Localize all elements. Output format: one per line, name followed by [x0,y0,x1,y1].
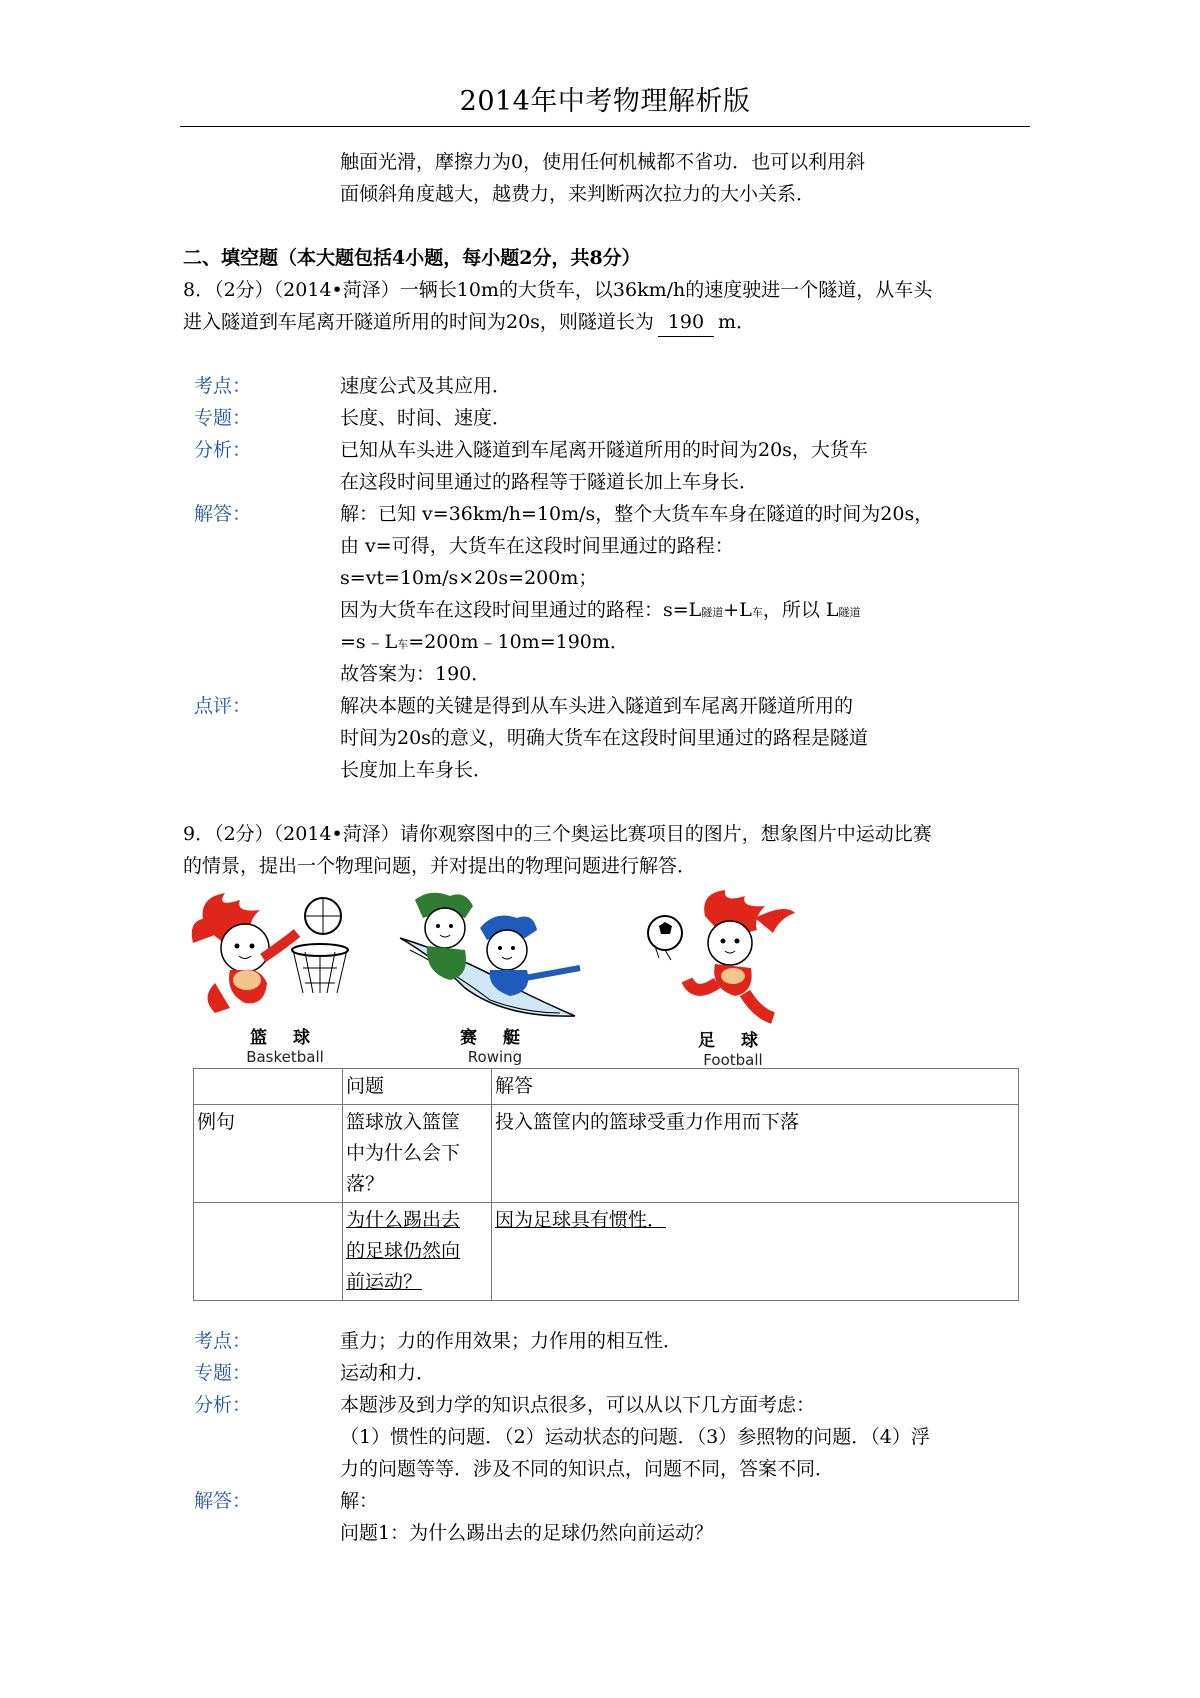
football-mascot-icon [645,888,805,1028]
q8-dianping-label: 点评： [194,695,252,717]
q8-dianping-line-1: 解决本题的关键是得到从车头进入隧道到车尾离开隧道所用的 [340,695,854,717]
qa-answer-row [194,1203,1019,1301]
qa-header-question: 问题 [343,1069,492,1105]
q8-kaodian-label: 考点： [194,375,252,397]
rowing-caption-cn: 赛 艇 [460,1028,530,1048]
q8-jieda-line-4 [340,596,861,627]
subscript-tunnel-2: 隧道 [838,606,861,619]
q9-kaodian-label: 考点： [194,1330,252,1352]
q8-jieda-5b: =200m﹣10m=190m． [408,631,629,653]
qa-table-header-row [194,1069,1019,1105]
q8-stem-line-2 [183,308,755,337]
q8-dianping-line-3: 长度加上车身长． [340,759,493,781]
basketball-caption-en: Basketball [246,1048,324,1066]
q8-kaodian: 速度公式及其应用． [340,375,512,397]
rowing-mascots-icon [395,888,595,1028]
q8-jieda-4a: 因为大货车在这段时间里通过的路程：s=L [340,599,702,621]
q8-jieda-4b: +L [723,599,752,621]
q8-stem-text: 进入隧道到车尾离开隧道所用的时间为20s，则隧道长为 [183,311,654,333]
rowing-caption [420,1023,570,1066]
olympic-figures [180,888,1030,1068]
q9-jieda-line-2: 问题1：为什么踢出去的足球仍然向前运动？ [340,1522,714,1544]
basketball-caption-cn: 篮 球 [250,1028,320,1048]
q9-fenxi-line-2: （1）惯性的问题．（2）运动状态的问题．（3）参照物的问题．（4）浮 [340,1426,930,1448]
q8-fenxi-label: 分析： [194,439,252,461]
prev-text-line-2: 面倾斜角度越大，越费力，来判断两次拉力的大小关系． [340,183,816,205]
subscript-truck: 车 [751,606,763,619]
qa-answer-answer [492,1203,1019,1301]
q9-fenxi-label: 分析： [194,1394,252,1416]
q9-stem-line-1: 9．（2分）（2014•菏泽）请你观察图中的三个奥运比赛项目的图片，想象图片中运动比赛 [183,823,932,845]
section-title: 二、填空题（本大题包括4小题，每小题2分，共8分） [183,247,641,269]
q8-fenxi-line-1: 已知从车头进入隧道到车尾离开隧道所用的时间为20s，大货车 [340,439,868,461]
q9-zhuanti-label: 专题： [194,1362,252,1384]
q8-zhuanti-label: 专题： [194,407,252,429]
qa-answer-q-line-2: 的足球仍然向 [346,1240,461,1262]
football-caption-en: Football [703,1051,763,1069]
football-caption-cn: 足 球 [698,1031,768,1051]
q8-jieda-4c: ，所以 L [762,599,839,621]
qa-header-answer: 解答 [492,1069,1019,1105]
q9-kaodian: 重力；力的作用效果；力作用的相互性． [340,1330,683,1352]
qa-answer-label [194,1203,343,1301]
q8-jieda-line-2: 由 v=可得，大货车在这段时间里通过的路程： [340,535,734,557]
qa-answer-a-text: 因为足球具有惯性． [495,1209,667,1231]
prev-text-line-1: 触面光滑，摩擦力为0，使用任何机械都不省功．也可以利用斜 [340,151,866,173]
q9-jieda-label: 解答： [194,1490,252,1512]
q8-zhuanti: 长度、时间、速度． [340,407,512,429]
qa-header-empty [194,1069,343,1105]
basketball-caption [210,1023,360,1066]
page-header [180,82,1030,127]
basketball-mascot-icon [185,888,355,1023]
q8-jieda-line-1: 解：已知 v=36km/h=10m/s，整个大货车车身在隧道的时间为20s， [340,503,934,525]
q8-unit: m． [717,311,755,333]
qa-example-answer: 投入篮筐内的篮球受重力作用而下落 [492,1105,1019,1203]
rowing-caption-en: Rowing [467,1048,523,1066]
q8-jieda-5a: =s﹣L [340,631,398,653]
q8-jieda-line-3: s=vt=10m/s×20s=200m； [340,567,598,589]
q8-jieda-label: 解答： [194,503,252,525]
q8-jieda-line-6: 故答案为：190． [340,663,491,685]
qa-example-q-line-1: 篮球放入篮筐 [346,1111,461,1133]
q8-stem-line-1: 8．（2分）（2014•菏泽）一辆长10m的大货车，以36km/h的速度驶进一个隧道，从车头 [183,279,933,301]
q8-fenxi-line-2: 在这段时间里通过的路程等于隧道长加上车身长． [340,471,759,493]
qa-table [193,1068,1019,1301]
q9-zhuanti: 运动和力． [340,1362,436,1384]
qa-example-question [343,1105,492,1203]
qa-answer-q-line-3: 前运动？ [346,1271,423,1293]
q8-answer-blank: 190 [658,308,714,337]
qa-example-row [194,1105,1019,1203]
q9-fenxi-line-1: 本题涉及到力学的知识点很多，可以从以下几方面考虑： [340,1394,816,1416]
qa-example-q-line-3: 落？ [346,1173,385,1195]
subscript-truck-2: 车 [397,638,409,651]
subscript-tunnel: 隧道 [701,606,724,619]
football-caption [658,1026,808,1069]
qa-answer-q-line-1: 为什么踢出去 [346,1209,461,1231]
q9-fenxi-line-3: 力的问题等等．涉及不同的知识点，问题不同，答案不同． [340,1458,835,1480]
qa-example-q-line-2: 中为什么会下 [346,1142,461,1164]
q9-stem-line-2: 的情景，提出一个物理问题，并对提出的物理问题进行解答． [183,855,697,877]
qa-example-label: 例句 [194,1105,343,1203]
q8-jieda-line-5 [340,628,629,659]
qa-answer-question [343,1203,492,1301]
q9-jieda-line-1: 解： [340,1490,379,1512]
page-title: 2014年中考物理解析版 [459,86,751,117]
q8-dianping-line-2: 时间为20s的意义，明确大货车在这段时间里通过的路程是隧道 [340,727,868,749]
